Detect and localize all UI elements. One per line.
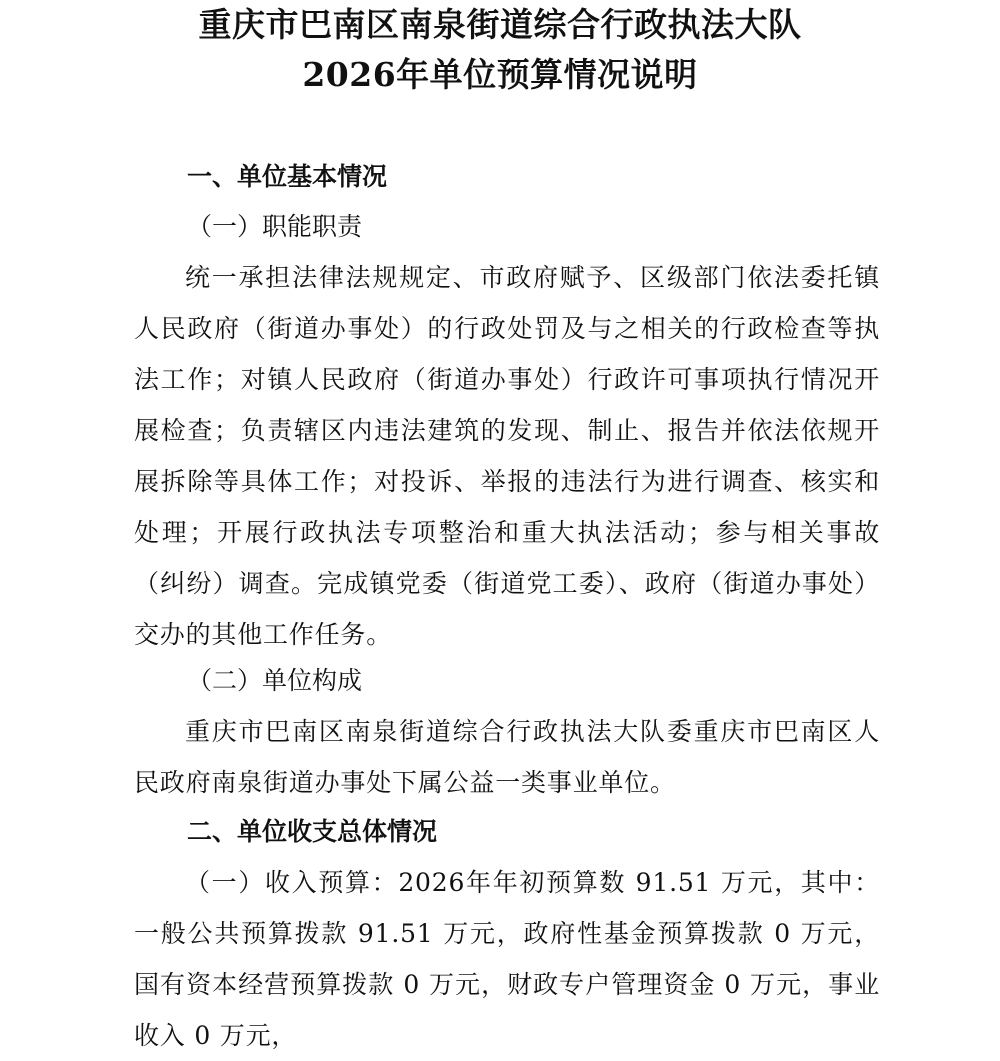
section-1-heading: 一、单位基本情况	[187, 162, 388, 191]
document-title-line-1: 重庆市巴南区南泉街道综合行政执法大队	[198, 5, 802, 44]
section-1-sub-2-heading: （二）单位构成	[187, 666, 363, 695]
section-1-sub-2-body: 重庆市巴南区南泉街道综合行政执法大队委重庆市巴南区人民政府南泉街道办事处下属公益一类事业单位。	[134, 717, 880, 797]
section-2-sub-1-body: （一）收入预算：2026年年初预算数 91.51 万元，其中：一般公共预算拨款 91.51 万元，政府性基金预算拨款 0 万元，国有资本经营预算拨款 0 万元，财政专户管理资金 0 万元，事业收入 0 万元，	[134, 868, 880, 1050]
section-1-sub-1-heading: （一）职能职责	[187, 212, 363, 241]
section-1-sub-1-body: 统一承担法律法规规定、市政府赋予、区级部门依法委托镇人民政府（街道办事处）的行政处罚及与之相关的行政检查等执法工作；对镇人民政府（街道办事处）行政许可事项执行情况开展检查；负责辖区内违法建筑的发现、制止、报告并依法依规开展拆除等具体工作；对投诉、举报的违法行为进行调查、核实和处理；开展行政执法专项整治和重大执法活动；参与相关事故（纠纷）调查。完成镇党委（街道党工委）、政府（街道办事处）交办的其他工作任务。	[134, 263, 880, 649]
document-title-line-2: 2026年单位预算情况说明	[302, 55, 698, 94]
section-2-heading: 二、单位收支总体情况	[187, 817, 438, 846]
